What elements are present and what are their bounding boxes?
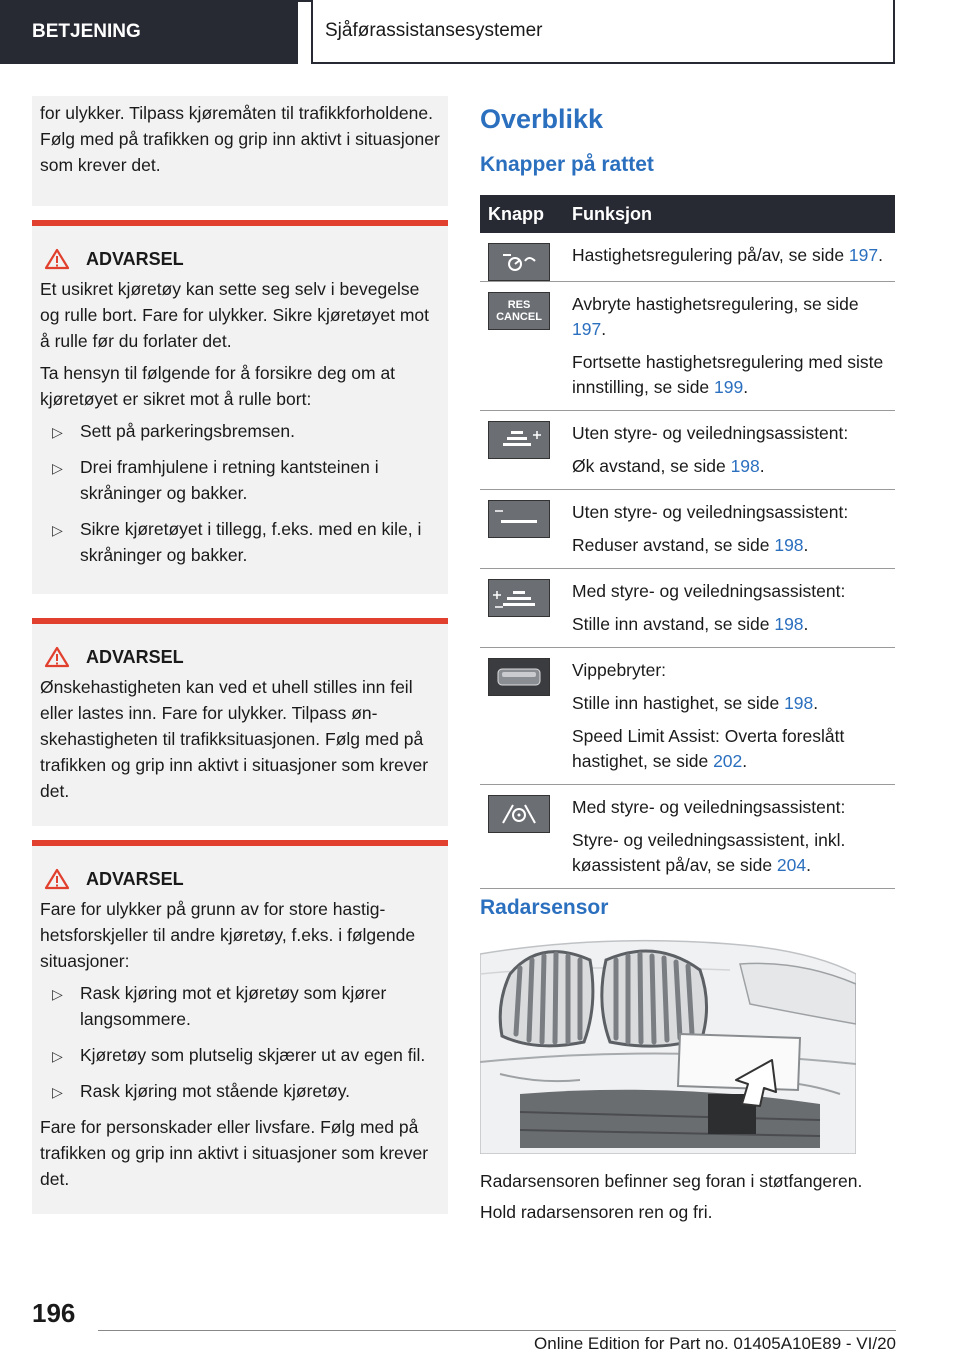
subsection-title: Knapper på rattet <box>480 153 654 176</box>
page-number: 196 <box>32 1298 76 1328</box>
header-rule <box>298 0 311 2</box>
page-link[interactable]: 202 <box>713 751 743 771</box>
page-link[interactable]: 204 <box>776 855 807 875</box>
warning-title <box>40 644 440 670</box>
radar-title: Radarsensor <box>480 896 609 919</box>
list-item <box>40 516 440 568</box>
rocker-switch-icon <box>488 658 550 696</box>
bullet-triangle-icon: ▷ <box>52 986 63 1002</box>
warning-list <box>40 980 440 1104</box>
table-row <box>480 411 895 490</box>
radar-caption-2: Hold radarsensoren ren og fri. <box>480 1202 713 1222</box>
section-label: BETJENING <box>32 21 141 42</box>
warning-box-2 <box>32 618 448 826</box>
left-column <box>32 96 448 1214</box>
list-item <box>40 454 440 506</box>
warning-list <box>40 418 440 568</box>
warning-icon <box>44 868 70 890</box>
page-link[interactable]: 199 <box>714 377 744 397</box>
warning-text: Ta hensyn til følgende for å forsikre deg om at kjøretøyet er sikret mot å rulle bort: <box>40 363 396 409</box>
warning-title-text: ADVARSEL <box>86 647 184 667</box>
page-link[interactable]: 198 <box>774 535 804 555</box>
function-text: Vippebryter: <box>572 660 667 680</box>
chapter-label: Sjåførassistansesystemer <box>325 20 543 41</box>
table-row <box>480 569 895 648</box>
radar-section <box>480 896 895 1228</box>
warning-title <box>40 866 440 892</box>
warning-text: Ønskehastigheten kan ved et uhell stilles inn feil eller lastes inn. Fare for ulykker. Tilpass ønskehastigheten til trafikksituasjonen. Følg med på trafikken og grip inn aktivt i situasjoner som krever det. <box>40 677 429 801</box>
warning-text: Fare for ulykker på grunn av for store hastighetsforskjeller til andre kjøretøy, f.eks. i følgende situasjoner: <box>40 899 416 971</box>
warning-box-1 <box>32 220 448 594</box>
list-item-text: Sikre kjøretøyet i tillegg, f.eks. med en kile, i skråninger og bakker. <box>80 519 422 565</box>
function-text: Styre- og veiledningsassistent, inkl. køassistent på/av, se side 204. <box>572 830 846 875</box>
warning-title-text: ADVARSEL <box>86 869 184 889</box>
list-item-text: Kjøretøy som plutselig skjærer ut av egen fil. <box>80 1045 426 1065</box>
table-row <box>480 490 895 569</box>
res-cancel-icon: RES CANCEL <box>488 292 550 330</box>
list-item <box>40 980 440 1032</box>
bullet-triangle-icon: ▷ <box>52 460 63 476</box>
table-row <box>480 785 895 889</box>
table-row <box>480 233 895 282</box>
page-link[interactable]: 197 <box>572 319 602 339</box>
radar-caption-1: Radarsensoren befinner seg foran i støtfangeren. <box>480 1171 863 1191</box>
function-text: Med styre- og veiledningsassistent: <box>572 581 846 601</box>
list-item-text: Drei framhjulene i retning kantsteinen i skråninger og bakker. <box>80 457 379 503</box>
distance-decrease-icon <box>488 500 550 538</box>
edition-footer: Online Edition for Part no. 01405A10E89 - VI/20 <box>534 1334 896 1353</box>
intro-box <box>32 96 448 206</box>
car-front-illustration <box>480 934 856 1154</box>
function-text: Uten styre- og veiledningsassistent: <box>572 502 849 522</box>
steering-assist-icon <box>488 795 550 833</box>
function-text: Reduser avstand, se side 198. <box>572 535 809 555</box>
function-text: Speed Limit Assist: Overta foreslått hastighet, se side 202. <box>572 726 845 771</box>
bullet-triangle-icon: ▷ <box>52 522 63 538</box>
function-text: Hastighetsregulering på/av, se side 197. <box>572 245 883 265</box>
warning-icon <box>44 248 70 270</box>
table-row <box>480 282 895 411</box>
intro-text: for ulykker. Tilpass kjøremåten til trafikkforholdene. Følg med på trafikken og grip inn aktivt i situasjoner som krever det. <box>40 103 440 175</box>
function-text: Stille inn avstand, se side 198. <box>572 614 809 634</box>
list-item-text: Sett på parkeringsbremsen. <box>80 421 295 441</box>
distance-set-icon <box>488 579 550 617</box>
page-link[interactable]: 198 <box>784 693 814 713</box>
cruise-control-icon <box>488 243 550 281</box>
chapter-tab <box>311 0 895 64</box>
warning-box-3 <box>32 840 448 1214</box>
section-title: Overblikk <box>480 104 604 134</box>
warning-icon <box>44 646 70 668</box>
list-item <box>40 1042 440 1068</box>
bullet-triangle-icon: ▷ <box>52 1084 63 1100</box>
warning-title-text: ADVARSEL <box>86 249 184 269</box>
list-item-text: Rask kjøring mot et kjøretøy som kjører langsommere. <box>80 983 387 1029</box>
distance-increase-icon <box>488 421 550 459</box>
warning-title <box>40 246 440 272</box>
function-text: Avbryte hastighetsregulering, se side 197. <box>572 294 859 339</box>
page-link[interactable]: 198 <box>730 456 760 476</box>
list-item <box>40 418 440 444</box>
table-row <box>480 648 895 785</box>
function-text: Med styre- og veiledningsassistent: <box>572 797 846 817</box>
bullet-triangle-icon: ▷ <box>52 1048 63 1064</box>
footer-rule <box>98 1330 896 1331</box>
button-table <box>480 195 895 889</box>
column-header-button: Knapp <box>480 195 564 233</box>
warning-text: Et usikret kjøretøy kan sette seg selv i bevegelse og rulle bort. Fare for ulykker. Sikre kjøretøyet mot å rulle før du forlater det. <box>40 279 430 351</box>
page-link[interactable]: 198 <box>774 614 804 634</box>
function-text: Stille inn hastighet, se side 198. <box>572 693 819 713</box>
column-header-function: Funksjon <box>564 195 895 233</box>
function-text: Øk avstand, se side 198. <box>572 456 765 476</box>
function-text: Fortsette hastighetsregulering med siste innstilling, se side 199. <box>572 352 884 397</box>
warning-text: Fare for personskader eller livsfare. Følg med på trafikken og grip inn aktivt i situasjoner som krever det. <box>40 1117 429 1189</box>
section-tab <box>0 0 298 64</box>
right-column <box>480 96 895 889</box>
function-text: Uten styre- og veiledningsassistent: <box>572 423 849 443</box>
page-link[interactable]: 197 <box>848 245 879 265</box>
list-item <box>40 1078 440 1104</box>
table-header <box>480 195 895 233</box>
bullet-triangle-icon: ▷ <box>52 424 63 440</box>
list-item-text: Rask kjøring mot stående kjøretøy. <box>80 1081 351 1101</box>
